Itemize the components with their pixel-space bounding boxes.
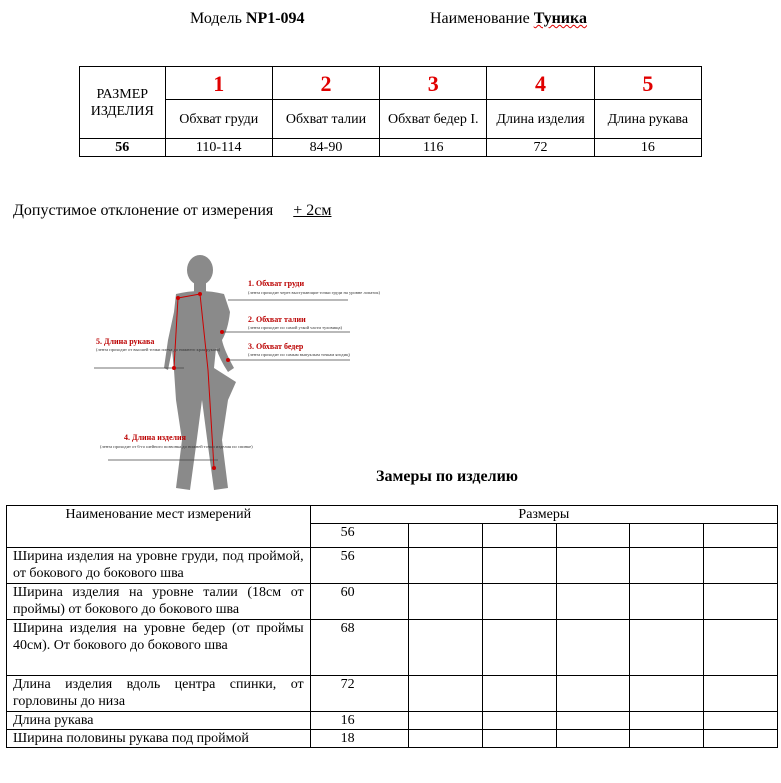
figure-label-title: 3. Обхват бедер <box>248 342 304 351</box>
empty-cell <box>408 524 482 548</box>
row-name: Ширина половины рукава под проймой <box>7 730 311 748</box>
figure-label-title: 4. Длина изделия <box>124 433 186 442</box>
empty-cell <box>482 524 556 548</box>
cell-value: 72 <box>487 139 594 157</box>
size-table <box>79 66 702 157</box>
figure-label-note: (лента проходит от 6-го шейного позвонка до нижней точки изделия по спинке) <box>100 444 253 449</box>
cell-value: 16 <box>594 139 701 157</box>
table-row <box>7 548 778 584</box>
column-label: Обхват бедер I. <box>380 100 487 139</box>
row-value: 56 <box>310 548 408 584</box>
size-column-header: 56 <box>310 524 408 548</box>
cell-value: 110-114 <box>165 139 272 157</box>
body-silhouette <box>164 255 236 490</box>
figure-label-note: (лента проходит по самой узкой части туловища) <box>248 325 343 330</box>
row-value: 60 <box>310 584 408 620</box>
column-label: Длина изделия <box>487 100 594 139</box>
column-number: 3 <box>380 67 487 100</box>
figure-label-title: 1. Обхват груди <box>248 279 305 288</box>
measurements-title: Замеры по изделию <box>376 468 519 485</box>
column-header-sizes: Размеры <box>310 506 777 524</box>
column-label: Обхват груди <box>165 100 272 139</box>
model-label: Модель <box>190 10 242 27</box>
table-row <box>7 730 778 748</box>
figure-label-note: (лента проходит через выступающие точки груди на уровне лопаток) <box>248 290 381 295</box>
table-row <box>7 584 778 620</box>
figure-label-note: (лента проходит от высшей точки плеча до нижнего края рукава) <box>96 347 221 352</box>
row-name: Ширина изделия на уровне талии (18см от проймы) от бокового до бокового шва <box>7 584 311 620</box>
tolerance-note <box>13 202 331 220</box>
row-value: 16 <box>310 712 408 730</box>
figure-label-title: 2. Обхват талии <box>248 315 306 324</box>
column-number: 5 <box>594 67 701 100</box>
empty-cell <box>704 524 778 548</box>
size-value: 56 <box>80 139 166 157</box>
table-row <box>7 712 778 730</box>
tolerance-text: Допустимое отклонение от измерения <box>13 202 274 219</box>
cell-value: 116 <box>380 139 487 157</box>
size-row-header: РАЗМЕР ИЗДЕЛИЯ <box>80 67 166 139</box>
body-measurement-figure <box>88 250 381 495</box>
table-row <box>7 620 778 676</box>
column-number: 1 <box>165 67 272 100</box>
empty-cell <box>630 524 704 548</box>
row-value: 18 <box>310 730 408 748</box>
column-label: Длина рукава <box>594 100 701 139</box>
product-name-line <box>430 10 587 28</box>
column-number: 4 <box>487 67 594 100</box>
title-row <box>0 10 781 34</box>
figure-label-title: 5. Длина рукава <box>96 337 155 346</box>
model-line <box>190 10 305 28</box>
column-header-name: Наименование мест измерений <box>7 506 311 548</box>
column-number: 2 <box>272 67 379 100</box>
tolerance-value: + 2см <box>293 202 332 219</box>
column-label: Обхват талии <box>272 100 379 139</box>
row-value: 68 <box>310 620 408 676</box>
product-name-label: Наименование <box>430 10 530 27</box>
row-name: Ширина изделия на уровне бедер (от проймы 40см). От бокового до бокового шва <box>7 620 311 676</box>
row-name: Длина изделия вдоль центра спинки, от горловины до низа <box>7 676 311 712</box>
measurements-table <box>6 505 778 748</box>
figure-label-note: (лента проходит по самым выпуклым точкам ягодиц) <box>248 352 350 357</box>
cell-value: 84-90 <box>272 139 379 157</box>
product-name-value: Туника <box>533 10 587 27</box>
empty-cell <box>556 524 630 548</box>
model-code: NP1-094 <box>245 10 305 27</box>
row-name: Длина рукава <box>7 712 311 730</box>
row-name: Ширина изделия на уровне груди, под проймой, от бокового до бокового шва <box>7 548 311 584</box>
table-row <box>7 676 778 712</box>
row-value: 72 <box>310 676 408 712</box>
